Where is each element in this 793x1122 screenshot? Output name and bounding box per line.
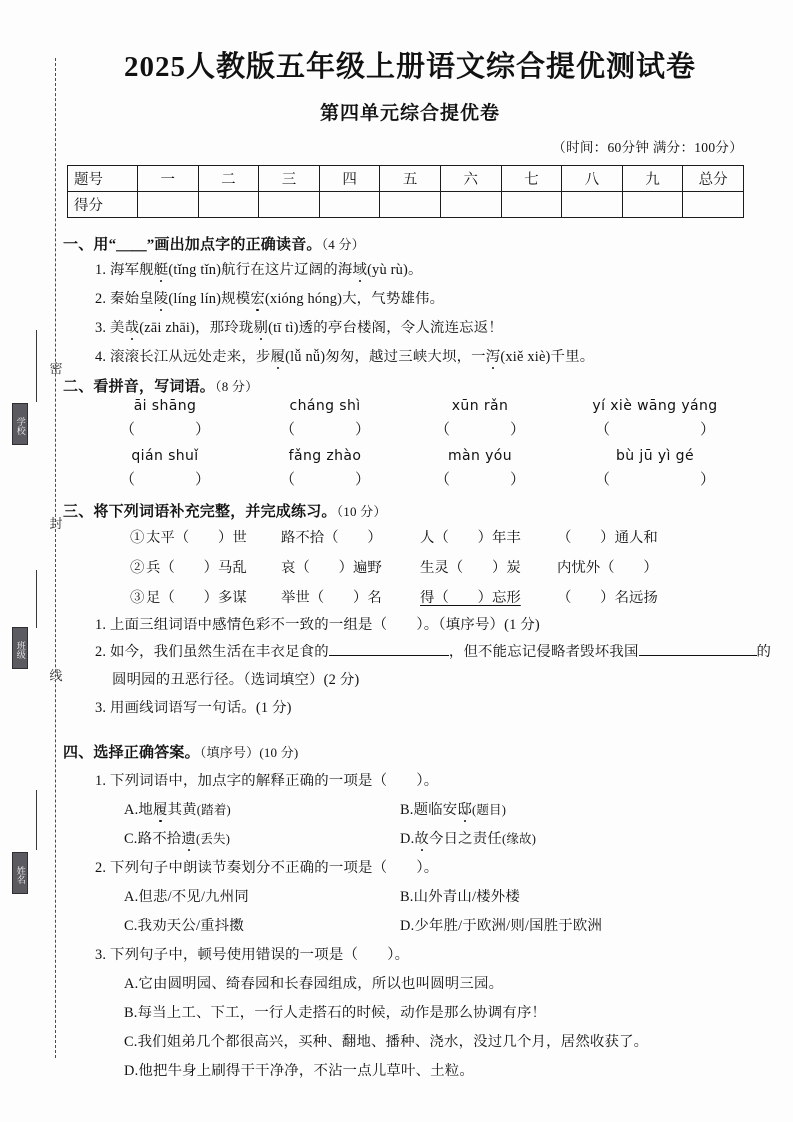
option-label: D.	[400, 831, 415, 847]
idiom-3-4[interactable]: （ ）名远扬	[557, 590, 658, 606]
section-4-q1-option-a[interactable]	[124, 798, 231, 819]
seal-char-xian: 线	[49, 668, 63, 683]
section-4-q2-option-d[interactable]	[400, 914, 602, 935]
section-4-q3-stem: 3. 下列句子中，顿号使用错误的一项是（ ）。	[95, 947, 410, 963]
fill-blank-1[interactable]	[329, 640, 449, 656]
seal-box-class: 班级	[12, 627, 28, 669]
text-run: ，但不能忘记侵略者毁坏我国	[448, 644, 639, 660]
text-run: (yù rù)。	[367, 262, 423, 278]
section-1-item-4	[95, 345, 594, 366]
dotted-char: 艇	[153, 262, 169, 278]
seal-tick-3	[36, 790, 37, 850]
page-title: 2025人教版五年级上册语文综合提优测试卷	[123, 51, 696, 83]
answer-parentheses[interactable]: （ ）	[434, 422, 525, 438]
answer-parentheses[interactable]: （ ）	[119, 422, 210, 438]
score-cell-8[interactable]	[562, 192, 623, 218]
score-cell-1[interactable]	[138, 192, 199, 218]
score-table-col-9: 九	[622, 166, 683, 192]
text-run: 地	[138, 802, 153, 818]
score-table-row-label-score: 得分	[68, 192, 138, 218]
text-run: 秦始皇	[110, 291, 154, 307]
fill-blank-2[interactable]	[639, 640, 757, 656]
option-label: A.	[124, 889, 139, 905]
idiom-1-3[interactable]: 人（ ）年丰	[420, 530, 521, 546]
dotted-char: 剔	[253, 320, 269, 336]
pinyin-text: āi shāng	[133, 398, 197, 414]
idiom-3-1[interactable]: 足（ ）多谋	[146, 590, 247, 606]
text-run: 其黄	[167, 802, 197, 818]
score-table-col-6: 六	[440, 166, 501, 192]
dotted-char: 哉	[124, 320, 140, 336]
seal-tick-2	[36, 570, 37, 628]
option-text: 少年胜/于欧洲/则/国胜于欧洲	[414, 918, 603, 934]
text-run: 路不拾	[137, 831, 182, 847]
pinyin-cell	[250, 448, 400, 489]
idiom-2-2[interactable]: 哀（ ）遍野	[281, 560, 382, 576]
pinyin-text: fǎng zhào	[288, 448, 362, 464]
section-1-item-1	[95, 258, 423, 279]
option-label: C.	[124, 831, 138, 847]
text-run: (tǐng tǐn)航行在这片辽阔的海	[168, 262, 353, 278]
table-row-header	[68, 166, 744, 192]
answer-parentheses[interactable]: （ ）	[279, 422, 370, 438]
section-1-item-3	[95, 316, 503, 337]
score-cell-total[interactable]	[683, 192, 744, 218]
section-4-q2-stem: 2. 下列句子中朗读节奏划分不正确的一项是（ ）。	[95, 860, 439, 876]
idiom-1-1[interactable]: 太平（ ）世	[146, 530, 247, 546]
section-4-heading	[63, 741, 298, 762]
pinyin-cell	[405, 398, 555, 439]
pinyin-cell	[550, 448, 760, 489]
option-gloss: (缘故)	[501, 832, 537, 846]
time-and-total-score: （时间：60分钟 满分：100分）	[552, 140, 743, 155]
text-run: 海军舰	[110, 262, 154, 278]
text-run: 2. 如今，我们虽然生活在丰衣足食的	[95, 644, 329, 660]
score-cell-9[interactable]	[622, 192, 683, 218]
text-run: (tī tì)透的亭台楼阁，令人流连忘返！	[268, 320, 503, 336]
option-text: 我劝天公/重抖擞	[137, 918, 244, 934]
page-subtitle: 第四单元综合提优卷	[319, 103, 500, 124]
seal-box-name: 姓名	[12, 852, 28, 894]
text-run: (zāi zhāi)，那玲珑	[139, 320, 254, 336]
option-label: B.	[400, 802, 414, 818]
seal-tick-1	[36, 330, 37, 402]
text-run: (lǚ nǚ)匆匆，越过三峡大坝，一	[285, 349, 486, 365]
score-cell-4[interactable]	[319, 192, 380, 218]
dotted-char: 宏	[250, 291, 265, 307]
text-run: (líng lín)规模	[168, 291, 251, 307]
section-4-q1-option-c[interactable]	[124, 827, 230, 848]
score-table	[67, 165, 744, 218]
answer-parentheses[interactable]: （ ）	[594, 422, 715, 438]
score-cell-7[interactable]	[501, 192, 562, 218]
section-3-question-2-line-2: 圆明园的丑恶行径。（选词填空）(2 分)	[112, 672, 360, 688]
section-1-heading	[63, 233, 365, 254]
pinyin-text: xūn rǎn	[451, 398, 509, 414]
idiom-group-marker-2: ②	[130, 560, 145, 576]
score-table-col-1: 一	[138, 166, 199, 192]
section-4-q2-option-a[interactable]	[124, 885, 249, 906]
section-4-points: （填序号）(10 分)	[199, 745, 299, 760]
score-table-row-label: 题号	[68, 166, 138, 192]
dotted-char: 域	[352, 262, 368, 278]
pinyin-text: qián shuǐ	[131, 448, 199, 464]
section-3-title: 三、将下列词语补充完整，并完成练习。	[63, 504, 337, 520]
score-table-col-2: 二	[198, 166, 259, 192]
section-4-title: 四、选择正确答案。	[63, 745, 200, 761]
section-2-heading	[63, 375, 258, 396]
score-table-col-3: 三	[259, 166, 320, 192]
section-4-q3-option-c[interactable]: C.我们姐弟几个都很高兴，买种、翻地、播种、浇水，没过几个月，居然收获了。	[124, 1034, 649, 1050]
idiom-2-1[interactable]: 兵（ ）马乱	[146, 560, 247, 576]
pinyin-cell	[550, 398, 760, 439]
answer-parentheses[interactable]: （ ）	[119, 472, 210, 488]
pinyin-text: bù jū yì gé	[616, 448, 694, 464]
text-run: (xióng hóng)大，气势雄伟。	[264, 291, 445, 307]
section-4-q3-option-a[interactable]: A.它由圆明园、绮春园和长春园组成，所以也叫圆明三园。	[124, 976, 504, 992]
answer-parentheses[interactable]: （ ）	[279, 472, 370, 488]
idiom-1-4[interactable]: （ ）通人和	[557, 530, 658, 546]
section-4-q1-stem: 1. 下列词语中，加点字的解释正确的一项是（ ）。	[95, 773, 439, 789]
option-gloss: (踏着)	[196, 803, 231, 817]
text-run: 滚滚长江从远处走来，步	[110, 349, 271, 365]
option-label: B.	[400, 889, 414, 905]
text-run: 今日之责任	[428, 831, 502, 847]
score-cell-2[interactable]	[198, 192, 259, 218]
item-number: 3.	[95, 320, 107, 336]
option-label: C.	[124, 918, 138, 934]
seal-box-school: 学校	[12, 403, 28, 445]
option-text: 山外青山/楼外楼	[413, 889, 520, 905]
section-4-q2-option-c[interactable]	[124, 914, 244, 935]
text-run: 美	[110, 320, 125, 336]
score-table-col-4: 四	[319, 166, 380, 192]
section-4-q1-option-b[interactable]	[400, 798, 506, 819]
section-4-q3-option-d[interactable]: D.他把牛身上刷得干干净净，不沾一点儿草叶、土粒。	[124, 1063, 474, 1079]
section-4-q2-option-b[interactable]	[400, 885, 520, 906]
section-2-title: 二、看拼音，写词语。	[63, 379, 216, 395]
section-3-heading	[63, 500, 387, 521]
item-number: 1.	[95, 262, 107, 278]
dotted-char: 故	[414, 831, 429, 847]
seal-char-feng: 封	[49, 516, 63, 531]
section-3-points: （10 分）	[336, 504, 387, 519]
answer-parentheses[interactable]: （ ）	[594, 472, 715, 488]
section-3-question-2-line-1	[95, 640, 771, 661]
section-1-points: （4 分）	[321, 237, 365, 252]
table-row-scores	[68, 192, 744, 218]
section-1-item-2	[95, 287, 444, 308]
pinyin-cell	[250, 398, 400, 439]
dotted-char: 履	[152, 802, 168, 818]
idiom-2-3[interactable]: 生灵（ ）炭	[420, 560, 521, 576]
dotted-char: 陵	[153, 291, 169, 307]
pinyin-cell	[405, 448, 555, 489]
item-number: 4.	[95, 349, 107, 365]
idiom-3-3-underlined[interactable]: 得（ ）忘形	[420, 590, 521, 606]
idiom-group-marker-3: ③	[130, 590, 145, 606]
option-text: 但悲/不见/九州同	[138, 889, 249, 905]
score-cell-6[interactable]	[440, 192, 501, 218]
answer-parentheses[interactable]: （ ）	[434, 472, 525, 488]
pinyin-text: yí xiè wāng yáng	[592, 398, 718, 414]
section-3-question-1: 1. 上面三组词语中感情色彩不一致的一组是（ ）。（填序号）(1 分)	[95, 617, 540, 633]
pinyin-text: màn yóu	[447, 448, 513, 464]
dotted-char: 遗	[181, 831, 196, 847]
idiom-3-2[interactable]: 举世（ ）名	[281, 590, 382, 606]
option-label: D.	[400, 918, 415, 934]
item-number: 2.	[95, 291, 107, 307]
dotted-char: 泻	[485, 349, 501, 365]
score-table-col-7: 七	[501, 166, 562, 192]
pinyin-cell	[90, 398, 240, 439]
idiom-1-2[interactable]: 路不拾（ ）	[281, 530, 382, 546]
score-table-col-total: 总分	[683, 166, 744, 192]
text-run: 题临安	[413, 802, 458, 818]
score-cell-5[interactable]	[380, 192, 441, 218]
pinyin-cell	[90, 448, 240, 489]
option-gloss: (丢失)	[195, 832, 231, 846]
section-2-points: （8 分）	[215, 379, 259, 394]
seal-char-mi: 密	[49, 361, 63, 376]
option-label: A.	[124, 802, 139, 818]
section-4-q3-option-b[interactable]: B.每当上工、下工，一行人走搭石的时候，动作是那么协调有序！	[124, 1005, 547, 1021]
section-1-title: 一、用“＿＿”画出加点字的正确读音。	[63, 237, 322, 253]
text-run: 的	[756, 644, 772, 660]
score-cell-3[interactable]	[259, 192, 320, 218]
text-run: (xiě xiè)千里。	[500, 349, 595, 365]
seal-dashed-line	[55, 58, 56, 1058]
dotted-char: 邸	[457, 802, 472, 818]
score-table-col-5: 五	[380, 166, 441, 192]
dotted-char: 履	[270, 349, 286, 365]
section-4-q1-option-d[interactable]	[400, 827, 536, 848]
idiom-2-4[interactable]: 内忧外（ ）	[557, 560, 658, 576]
option-gloss: (题目)	[471, 803, 507, 817]
section-3-question-3: 3. 用画线词语写一句话。(1 分)	[95, 700, 292, 716]
pinyin-text: cháng shì	[289, 398, 361, 414]
idiom-group-marker-1: ①	[130, 530, 145, 546]
score-table-col-8: 八	[562, 166, 623, 192]
